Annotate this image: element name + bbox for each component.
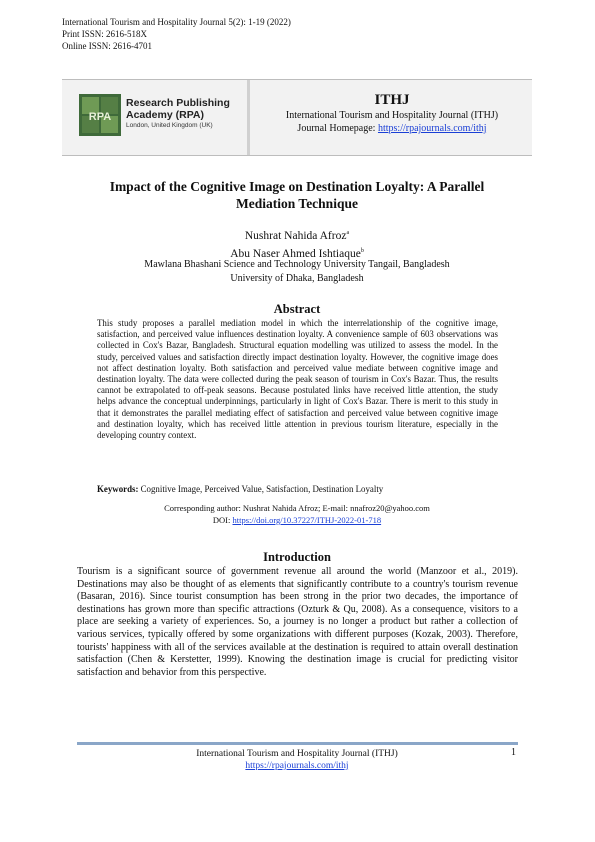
journal-banner [62,79,532,156]
keywords [97,484,498,495]
author-list [62,226,532,262]
svg-text:RPA: RPA [88,111,112,123]
author-1-mark: a [346,230,350,236]
keywords-label: Keywords: [97,484,139,494]
page-footer [62,748,532,772]
publisher-location: London, United Kingdom (UK) [126,122,213,129]
publisher-name: Research Publishing Academy (RPA) [126,97,230,121]
journal-citation-line: International Tourism and Hospitality Journal 5(2): 1-19 (2022) [62,17,291,27]
abstract-heading: Abstract [273,302,321,316]
journal-abbreviation: ITHJ [374,92,410,108]
keywords-list: Cognitive Image, Perceived Value, Satisfaction, Destination Loyalty [138,484,384,494]
introduction-heading: Introduction [263,550,331,564]
rpa-logo-icon [78,93,122,137]
journal-homepage-link[interactable]: https://rpajournals.com/ithj [377,123,487,134]
article-title: Impact of the Cognitive Image on Destination Loyalty: A Parallel Mediation Technique [109,179,485,211]
doi-line: DOI: https://doi.org/10.37227/ITHJ-2022-01-718 [212,515,382,525]
introduction-body: Tourism is a significant source of government revenue all around the world (Manzoor et al., 2019). Destinations may also be thought of as elements that significantly contribute to a country's tourism revenue (Basaran, 2016). Since tourist consumption has been strong in the prior two decades, the importance of destinations has grown more than specific attractions (Ozturk & Qu, 2008). As a consequence, visitors to a place are seeking a variety of experiences. So, a journey is no longer a product but rather a collection of various services, typically offered by some organizations with different purposes (Kozak, 2003). Therefore, tourists' happiness with all of the services available at the destination is required to attain overall destination satisfaction (Chen & Kerstetter, 1999). Knowing the destination image is crucial for predicting visitor satisfaction and behavior from this perspective. [77,566,518,678]
author-2: Abu Naser Ahmed Ishtiaque$^b$ [230,247,364,260]
print-issn: Print ISSN: 2616-518X [62,29,148,39]
footer-journal: International Tourism and Hospitality Journal (ITHJ) [196,749,398,759]
affiliation-2: University of Dhaka, Bangladesh [230,273,364,284]
doi-link[interactable]: https://doi.org/10.37227/ITHJ-2022-01-718 [232,515,382,525]
journal-name: International Tourism and Hospitality Journal (ITHJ) [285,110,499,121]
author-2-mark: b [360,247,364,254]
footer-divider [77,742,518,745]
publisher-block [62,80,250,155]
page-number: 1 [511,747,516,758]
affiliation-1: Mawlana Bhashani Science and Technology University Tangail, Bangladesh [144,259,450,270]
author-1: Nushrat Nahida Afroz$^a$ [244,229,350,242]
affiliations [62,258,532,286]
correspondence [62,502,532,526]
journal-block [252,80,532,155]
abstract-body: This study proposes a parallel mediation model in which the interrelationship of the cognitive image, satisfaction, and perceived value influences destination loyalty. A convenience sample of 603 observations was collected in Cox's Bazar, Bangladesh. Structural equation modelling was utilized to assess the model. In the study, perceived values and satisfaction directly impact destination loyalty. However, the cognitive image does not affect destination loyalty. Both satisfaction and perceived value mediate between cognitive image and destination loyalty. The data were collected during the peak season of tourism in Cox's Bazar. Thus, the results cannot be extrapolated to off-peak seasons. Because postulated links have received little attention, the study helps advance the conceptual underpinnings, particularly in light of Cox's Bazar. There is merit to this study in that it demonstrates the parallel mediating effect of satisfaction and perceived value between cognitive image and destination loyalty, which has received little attention in previous tourism literature, especially in the developing country context. [97,318,498,441]
online-issn: Online ISSN: 2616-4701 [62,41,152,51]
corresponding-author: Corresponding author: Nushrat Nahida Afroz; E-mail: nnafroz20@yahoo.com [164,503,430,513]
journal-homepage: Journal Homepage: https://rpajournals.com/ithj [297,123,487,134]
footer-url-link[interactable]: https://rpajournals.com/ithj [245,761,349,771]
journal-meta [62,16,291,52]
